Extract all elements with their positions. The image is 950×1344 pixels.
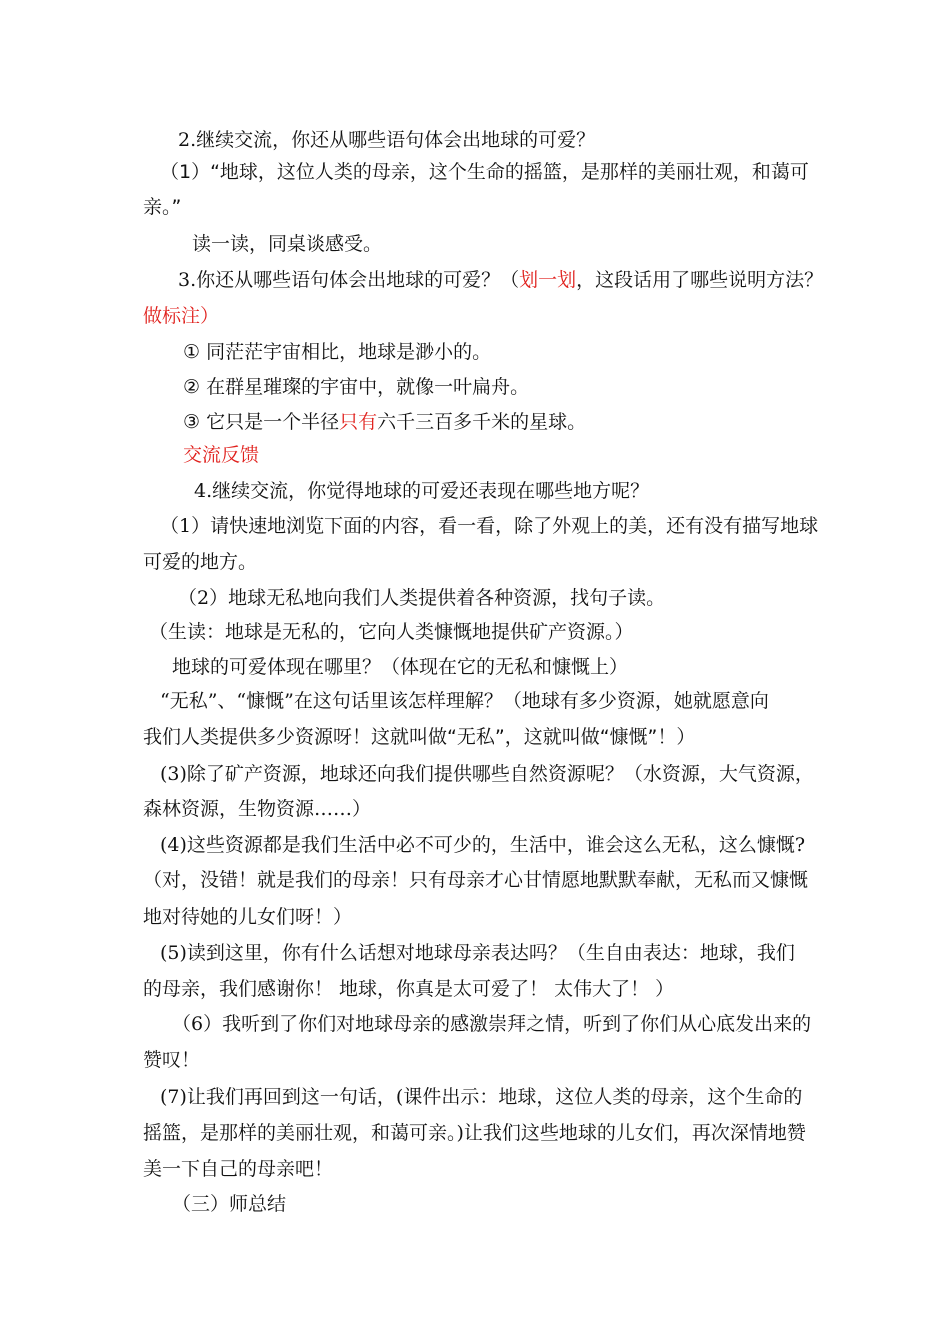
- item-1-line-2: 可爱的地方。: [143, 551, 258, 573]
- item-6-line-2: 赞叹！: [143, 1049, 201, 1071]
- paragraph-4-heading: 4.继续交流，你觉得地球的可爱还表现在哪些地方呢？: [194, 480, 650, 502]
- item-7-line-2: 摇篮，是那样的美丽壮观，和蔼可亲。)让我们这些地球的儿女们，再次深情地赞: [143, 1122, 806, 1144]
- item-1-line-1: （1）请快速地浏览下面的内容，看一看，除了外观上的美，还有没有描写地球: [160, 515, 819, 537]
- quote-line-2: 亲。”: [143, 196, 182, 218]
- paragraph-2-heading: 2.继续交流，你还从哪些语句体会出地球的可爱？: [178, 129, 596, 151]
- paragraph-3-heading: [178, 268, 823, 292]
- quote-line-1: （1）“地球，这位人类的母亲，这个生命的摇篮，是那样的美丽壮观，和蔼可: [160, 161, 809, 183]
- highlight-annotate: 做标注）: [143, 305, 220, 327]
- list-item-3: [183, 410, 586, 434]
- item-6-line-1: （6）我听到了你们对地球母亲的感激崇拜之情，听到了你们从心底发出来的: [172, 1013, 812, 1035]
- item-5-line-2: 的母亲，我们感谢你！ 地球，你真是太可爱了！ 太伟大了！ ）: [143, 978, 675, 1000]
- item-4-line-1: (4)这些资源都是我们生活中必不可少的，生活中，谁会这么无私，这么慷慨?: [160, 834, 806, 856]
- item-7-line-1: (7)让我们再回到这一句话，(课件出示：地球，这位人类的母亲，这个生命的: [160, 1086, 803, 1108]
- paragraph-3-text-a: 3.你还从哪些语句体会出地球的可爱？（: [178, 269, 520, 291]
- question-meaning-line-1: “无私”、“慷慨”在这句话里该怎样理解？（地球有多少资源，她就愿意向: [160, 690, 769, 712]
- item-4-line-2: （对，没错！就是我们的母亲！只有母亲才心甘情愿地默默奉献，无私而又慷慨: [143, 869, 809, 891]
- section-summary-heading: （三）师总结: [172, 1193, 287, 1215]
- item-3-line-2: 森林资源，生物资源……）: [143, 798, 372, 820]
- student-read: （生读：地球是无私的，它向人类慷慨地提供矿产资源。）: [149, 621, 634, 643]
- list-item-2: ② 在群星璀璨的宇宙中，就像一叶扁舟。: [183, 376, 530, 398]
- instruction-read: 读一读，同桌谈感受。: [192, 233, 383, 255]
- question-where: 地球的可爱体现在哪里？（体现在它的无私和慷慨上）: [172, 656, 629, 678]
- highlight-only: 只有: [339, 411, 378, 433]
- question-meaning-line-2: 我们人类提供多少资源呀！这就叫做“无私”，这就叫做“慷慨”！）: [143, 726, 696, 748]
- item-2: （2）地球无私地向我们人类提供着各种资源，找句子读。: [178, 587, 666, 609]
- list-item-3-text-c: 六千三百多千米的星球。: [377, 411, 587, 433]
- highlight-feedback: 交流反馈: [183, 444, 260, 466]
- highlight-draw-line: 划一划: [519, 269, 577, 291]
- list-item-1: ① 同茫茫宇宙相比，地球是渺小的。: [183, 341, 492, 363]
- item-3-line-1: (3)除了矿产资源，地球还向我们提供哪些自然资源呢？（水资源，大气资源，: [160, 763, 814, 785]
- paragraph-3-text-c: ，这段话用了哪些说明方法？: [576, 269, 824, 291]
- item-4-line-3: 地对待她的儿女们呀！）: [143, 906, 353, 928]
- item-7-line-3: 美一下自己的母亲吧！: [143, 1158, 334, 1180]
- list-item-3-text-a: ③ 它只是一个半径: [183, 411, 340, 433]
- item-5-line-1: (5)读到这里，你有什么话想对地球母亲表达吗？（生自由表达：地球，我们: [160, 942, 795, 964]
